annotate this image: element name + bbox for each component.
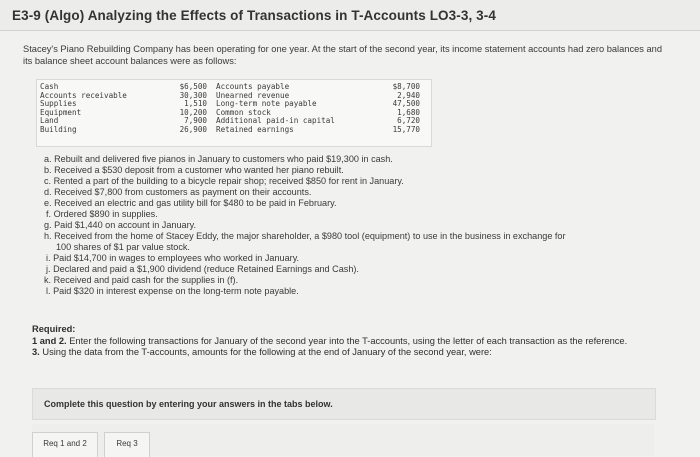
balance-amount: 30,300 <box>179 90 207 100</box>
transaction-item: j. Declared and paid a $1,900 dividend (reduce Retained Earnings and Cash). <box>46 264 359 274</box>
transaction-item: e. Received an electric and gas utility bill for $480 to be paid in February. <box>44 198 337 208</box>
balance-amount: 6,720 <box>397 116 420 126</box>
required-item-text: Enter the following transactions for January of the second year into the T-accounts, using the letter of each transaction as the reference. <box>69 335 628 346</box>
balance-amount: 47,500 <box>392 99 420 109</box>
balance-account-name: Retained earnings <box>216 124 294 134</box>
balance-account-name: Common stock <box>216 107 271 117</box>
liability-equity-names-column <box>216 83 386 135</box>
balance-amount: $8,700 <box>392 82 420 91</box>
balance-amount: 1,680 <box>397 107 420 117</box>
balance-account-name: Accounts receivable <box>40 90 127 100</box>
balance-account-name: Building <box>40 124 77 134</box>
transaction-item: c. Rented a part of the building to a bicycle repair shop; received $850 for rent in January. <box>44 176 404 186</box>
tab-req-3[interactable]: Req 3 <box>104 432 150 457</box>
balance-account-name: Long-term note payable <box>216 99 317 109</box>
balance-account-name: Accounts payable <box>216 82 290 91</box>
tab-req-1-and-2[interactable]: Req 1 and 2 <box>32 432 98 457</box>
required-heading: Required: <box>32 324 76 334</box>
required-item-number: 1 and 2. <box>32 335 67 346</box>
asset-names-column <box>40 83 165 135</box>
answer-tabs <box>32 424 654 456</box>
transaction-item: l. Paid $320 in interest expense on the long-term note payable. <box>46 286 299 296</box>
required-item-1 <box>32 336 662 348</box>
balance-amount: 15,770 <box>392 124 420 134</box>
balance-table <box>36 79 432 147</box>
transaction-item: h. Received from the home of Stacey Eddy, the major shareholder, a $980 tool (equipment) to use in the business in exchange for <box>44 231 566 241</box>
balance-account-name: Supplies <box>40 99 77 109</box>
required-item-number: 3. <box>32 347 40 357</box>
transaction-item: b. Received a $530 deposit from a customer who wanted her piano rebuilt. <box>44 165 344 175</box>
liability-equity-amounts-column <box>380 83 420 135</box>
asset-amounts-column <box>167 83 207 135</box>
required-item-text: Using the data from the T-accounts, amounts for the following at the end of January of the second year, were: <box>42 347 492 357</box>
instructions-box <box>32 388 656 420</box>
balance-amount: 7,900 <box>184 116 207 126</box>
intro-paragraph: Stacey's Piano Rebuilding Company has been operating for one year. At the start of the second year, its income statement accounts had zero balances and its balance sheet account balances were as follows: <box>23 44 663 66</box>
balance-account-name: Unearned revenue <box>216 90 290 100</box>
balance-account-name: Additional paid-in capital <box>216 116 335 126</box>
balance-amount: 2,940 <box>397 90 420 100</box>
balance-account-name: Land <box>40 116 59 126</box>
transaction-item: f. Ordered $890 in supplies. <box>46 209 158 219</box>
balance-amount: $6,500 <box>179 82 207 91</box>
transaction-item: a. Rebuilt and delivered five pianos in January to customers who paid $19,300 in cash. <box>44 154 393 164</box>
balance-amount: 26,900 <box>179 124 207 134</box>
transaction-item: i. Paid $14,700 in wages to employees who worked in January. <box>46 253 300 263</box>
instructions-text: Complete this question by entering your answers in the tabs below. <box>44 399 333 409</box>
transaction-item: g. Paid $1,440 on account in January. <box>44 220 197 230</box>
page-header <box>0 0 700 31</box>
required-item-2 <box>32 347 662 359</box>
transaction-item: d. Received $7,800 from customers as payment on their accounts. <box>44 187 312 197</box>
transaction-item-continuation: 100 shares of $1 par value stock. <box>56 242 190 252</box>
balance-amount: 10,200 <box>179 107 207 117</box>
transaction-item: k. Received and paid cash for the supplies in (f). <box>44 275 239 285</box>
page-title: E3-9 (Algo) Analyzing the Effects of Transactions in T-Accounts LO3-3, 3-4 <box>12 8 496 23</box>
balance-amount: 1,510 <box>184 99 207 109</box>
balance-account-name: Equipment <box>40 107 82 117</box>
balance-account-name: Cash <box>40 82 59 91</box>
required-section <box>32 324 662 359</box>
